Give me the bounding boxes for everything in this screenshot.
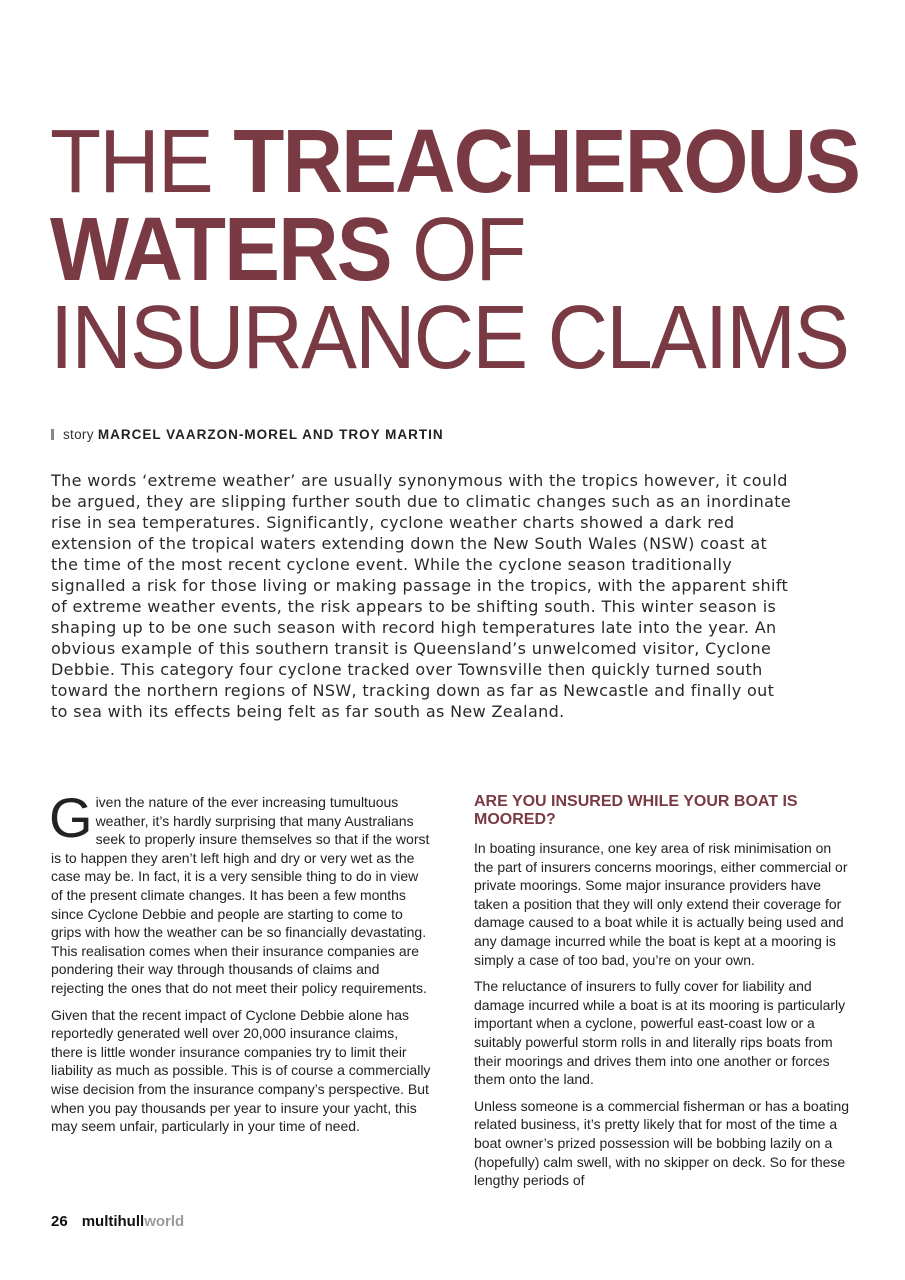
headline-word-of: OF (390, 200, 525, 300)
page-footer (51, 1213, 184, 1230)
byline (51, 427, 444, 442)
brand-part-1: multihull (81, 1213, 145, 1230)
right-paragraph-1: In boating insurance, one key area of risk minimisation on the part of insurers concerns moorings, either commercial or private moorings. Some major insurance providers have taken a position that they will only extend their coverage for damage caused to a boat while it is actually being used and any damage incurred while the boat is kept at a mooring is simply a case of too bad, you’re on your own. (474, 840, 848, 968)
byline-bar (51, 429, 54, 440)
left-paragraph-1 (49, 786, 431, 998)
right-paragraph-3: Unless someone is a commercial fisherman or has a boating related business, it’s pretty likely that for most of the time a boat owner’s prized possession will be bobbing lazily on a (hopefully) calm swell, with no skipper on deck. So for these lengthy periods of (474, 1097, 850, 1189)
page-number: 26 (51, 1213, 68, 1230)
headline-word-the: THE (50, 112, 234, 212)
left-column (49, 786, 431, 1144)
right-column (474, 793, 852, 1198)
headline-line-1 (50, 112, 860, 212)
headline-word-waters: WATERS (50, 200, 391, 300)
left-paragraph-2: Given that the recent impact of Cyclone Debbie alone has reportedly generated well over 20,000 insurance claims, there is little wonder insurance companies try to limit their liability as much as possible. This is of course a commercially wise decision from the insurance company’s perspective. But when you pay thousands per year to insure your yacht, this may seem unfair, particularly in your time of need. (51, 1006, 431, 1135)
article-headline (50, 112, 860, 388)
intro-paragraph: The words ‘extreme weather’ are usually synonymous with the tropics however, it could be argued, they are slipping further south due to climatic changes such as an inordinate rise in sea temperatures. Significantly, cyclone weather charts showed a dark red extension of the tropical waters extending down the New South Wales (NSW) coast at the time of the most recent cyclone event. While the cyclone season traditionally signalled a risk for those living or making passage in the tropics, with the apparent shift of extreme weather events, the risk appears to be shifting south. This winter season is shaping up to be one such season with record high temperatures late into the year. An obvious example of this southern transit is Queensland’s unwelcomed visitor, Cyclone Debbie. This category four cyclone tracked over Townsville then quickly turned south toward the northern regions of NSW, tracking down as far as Newcastle and finally out to sea with its effects being felt as far south as New Zealand. (51, 471, 792, 721)
headline-word-treacherous: TREACHEROUS (233, 112, 860, 212)
headline-line-2 (50, 200, 813, 300)
right-paragraph-2: The reluctance of insurers to fully cover for liability and damage incurred while a boat is at its mooring is particularly important when a cyclone, powerful east-coast low or a suitably powerful storm rolls in and literally rips boats from their moorings and drives them into one another or forces them onto the land. (474, 978, 846, 1088)
magazine-brand (82, 1213, 185, 1230)
byline-prefix: story (63, 427, 94, 442)
left-paragraph-1-text: iven the nature of the ever increasing tumultuous weather, it’s hardly surprising that many Australians seek to properly insure themselves so that if the worst is to happen they aren’t left high and dry or very wet as the case may be. In fact, it is a very sensible thing to do in view of the present climate changes. It has been a few months since Cyclone Debbie and people are starting to come to grips with how the weather can be so financially devastating. This realisation comes when their insurance companies are pondering their way through thousands of claims and rejecting the ones that do not meet their policy requirements. (51, 794, 430, 996)
brand-part-2: world (144, 1213, 185, 1230)
byline-authors: MARCEL VAARZON-MOREL AND TROY MARTIN (97, 427, 444, 442)
section-subhead: ARE YOU INSURED WHILE YOUR BOAT IS MOORED? (474, 793, 798, 828)
headline-line-3: INSURANCE CLAIMS (50, 288, 849, 388)
drop-cap: G (49, 786, 93, 849)
